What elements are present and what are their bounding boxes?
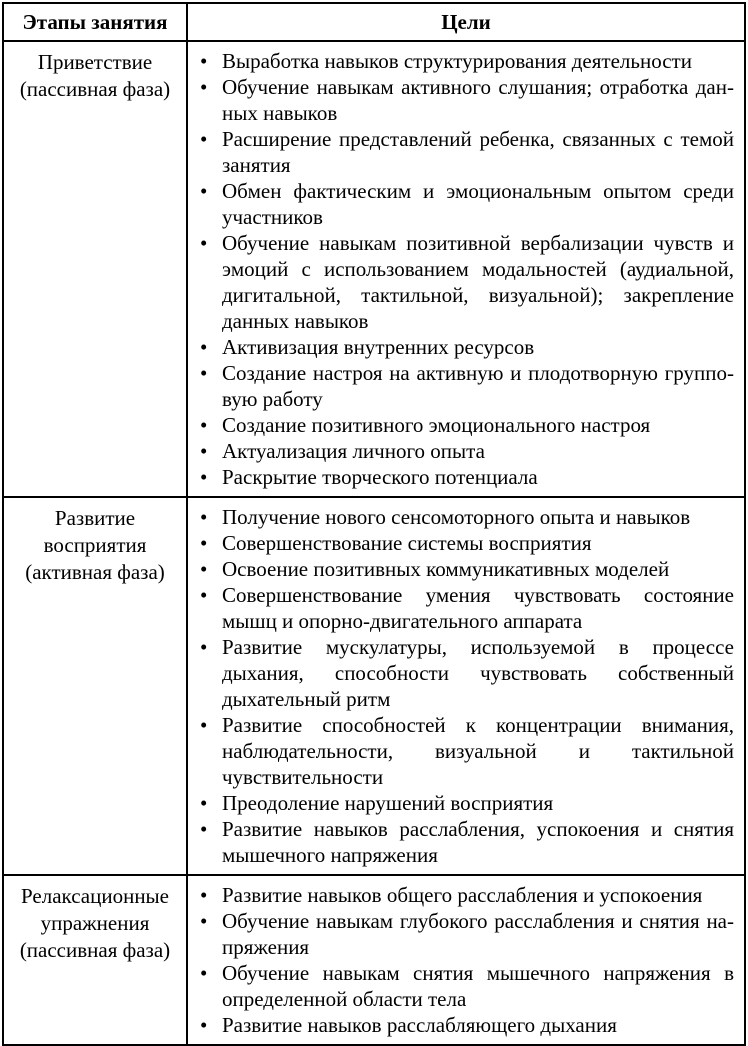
- goal-text: Преодоление нарушений восприятия: [222, 791, 554, 815]
- bullet-icon: •: [200, 75, 208, 99]
- stage-cell-relaxation: [3, 875, 187, 1045]
- bullet-icon: •: [200, 49, 208, 73]
- goals-list: [200, 882, 734, 1038]
- goal-text: Получение нового сенсомоторного опыта и навыков: [222, 505, 691, 529]
- goal-text: Обучение навыкам позитивной вербализации чувств и эмоций с использованием модальностей (аудиальной, дигитальной, тактильной, визуальной); закрепление данных навыков: [222, 231, 734, 333]
- stage-name: Релаксационные упражнения: [21, 884, 169, 935]
- goals-cell-perception: [187, 497, 745, 875]
- goals-list: [200, 504, 734, 868]
- bullet-icon: •: [200, 1013, 208, 1037]
- goal-text: Обучение навыкам снятия мышечного напряжения в определенной области тела: [222, 961, 734, 1011]
- goal-text: Выработка навыков структурирования деятельности: [222, 49, 692, 73]
- goal-item: [200, 126, 734, 178]
- stage-phase: (пассивная фаза): [19, 938, 171, 962]
- bullet-icon: •: [200, 557, 208, 581]
- table-row: [3, 875, 745, 1045]
- goal-item: [200, 790, 734, 816]
- goal-text: Развитие навыков общего расслабления и успокоения: [222, 883, 703, 907]
- bullet-icon: •: [200, 883, 208, 907]
- bullet-icon: •: [200, 635, 208, 659]
- goal-text: Обучение навыкам активного слушания; отработка данных навыков: [222, 75, 734, 125]
- bullet-icon: •: [200, 531, 208, 555]
- bullet-icon: •: [200, 791, 208, 815]
- bullet-icon: •: [200, 817, 208, 841]
- goal-item: [200, 74, 734, 126]
- goal-item: [200, 582, 734, 634]
- stage-phase: (пассивная фаза): [19, 77, 171, 101]
- goal-text: Актуализация личного опыта: [222, 439, 485, 463]
- goals-cell-relaxation: [187, 875, 745, 1045]
- goal-item: [200, 360, 734, 412]
- goals-list: [200, 48, 734, 490]
- goal-text: Совершенствование умения чувствовать состояние мышц и опорно-двигательного аппарата: [222, 583, 734, 633]
- goal-item: [200, 464, 734, 490]
- goal-item: [200, 504, 734, 530]
- lesson-stages-table: [2, 2, 746, 1046]
- bullet-icon: •: [200, 127, 208, 151]
- goal-item: [200, 178, 734, 230]
- stage-cell-perception: [3, 497, 187, 875]
- goal-text: Создание настроя на активную и плодотворную групповую работу: [222, 361, 734, 411]
- bullet-icon: •: [200, 179, 208, 203]
- bullet-icon: •: [200, 505, 208, 529]
- goal-item: [200, 230, 734, 334]
- bullet-icon: •: [200, 713, 208, 737]
- goal-item: [200, 908, 734, 960]
- goal-text: Создание позитивного эмоционального настроя: [222, 413, 651, 437]
- goals-cell-greeting: [187, 41, 745, 497]
- bullet-icon: •: [200, 361, 208, 385]
- bullet-icon: •: [200, 335, 208, 359]
- goal-text: Расширение представлений ребенка, связанных с темой занятия: [222, 127, 734, 177]
- goal-text: Раскрытие творческого потенциала: [222, 465, 538, 489]
- goal-text: Развитие навыков расслабляющего дыхания: [222, 1013, 617, 1037]
- column-header-goals: Цели: [187, 3, 745, 41]
- stage-phase: (активная фаза): [25, 560, 165, 584]
- goal-text: Развитие способностей к концентрации внимания, наблюдательности, визуальной и тактильной чувствительности: [222, 713, 734, 789]
- goal-text: Обучение навыкам глубокого расслабления и снятия напряжения: [222, 909, 734, 959]
- goal-item: [200, 334, 734, 360]
- goal-text: Активизация внутренних ресурсов: [222, 335, 535, 359]
- stage-name: Приветствие: [37, 50, 153, 74]
- stage-name: Развитие восприятия: [43, 506, 147, 557]
- goal-item: [200, 438, 734, 464]
- bullet-icon: •: [200, 231, 208, 255]
- goal-item: [200, 712, 734, 790]
- bullet-icon: •: [200, 961, 208, 985]
- goal-text: Развитие мускулатуры, используемой в процессе дыхания, способности чувствовать собственный дыхательный ритм: [222, 635, 734, 711]
- goal-text: Обмен фактическим и эмоциональным опытом среди участников: [222, 179, 734, 229]
- goal-item: [200, 816, 734, 868]
- goal-item: [200, 556, 734, 582]
- goal-item: [200, 1012, 734, 1038]
- goal-item: [200, 48, 734, 74]
- goal-item: [200, 412, 734, 438]
- goal-text: Развитие навыков расслабления, успокоения и снятия мышечного напряжения: [222, 817, 734, 867]
- bullet-icon: •: [200, 439, 208, 463]
- header-row: [3, 3, 745, 41]
- bullet-icon: •: [200, 413, 208, 437]
- column-header-stage: Этапы занятия: [3, 3, 187, 41]
- goal-text: Совершенствование системы восприятия: [222, 531, 592, 555]
- goal-item: [200, 530, 734, 556]
- bullet-icon: •: [200, 909, 208, 933]
- stage-cell-greeting: [3, 41, 187, 497]
- bullet-icon: •: [200, 465, 208, 489]
- bullet-icon: •: [200, 583, 208, 607]
- goal-text: Освоение позитивных коммуникативных моделей: [222, 557, 670, 581]
- goal-item: [200, 634, 734, 712]
- goal-item: [200, 882, 734, 908]
- table-row: [3, 41, 745, 497]
- table-row: [3, 497, 745, 875]
